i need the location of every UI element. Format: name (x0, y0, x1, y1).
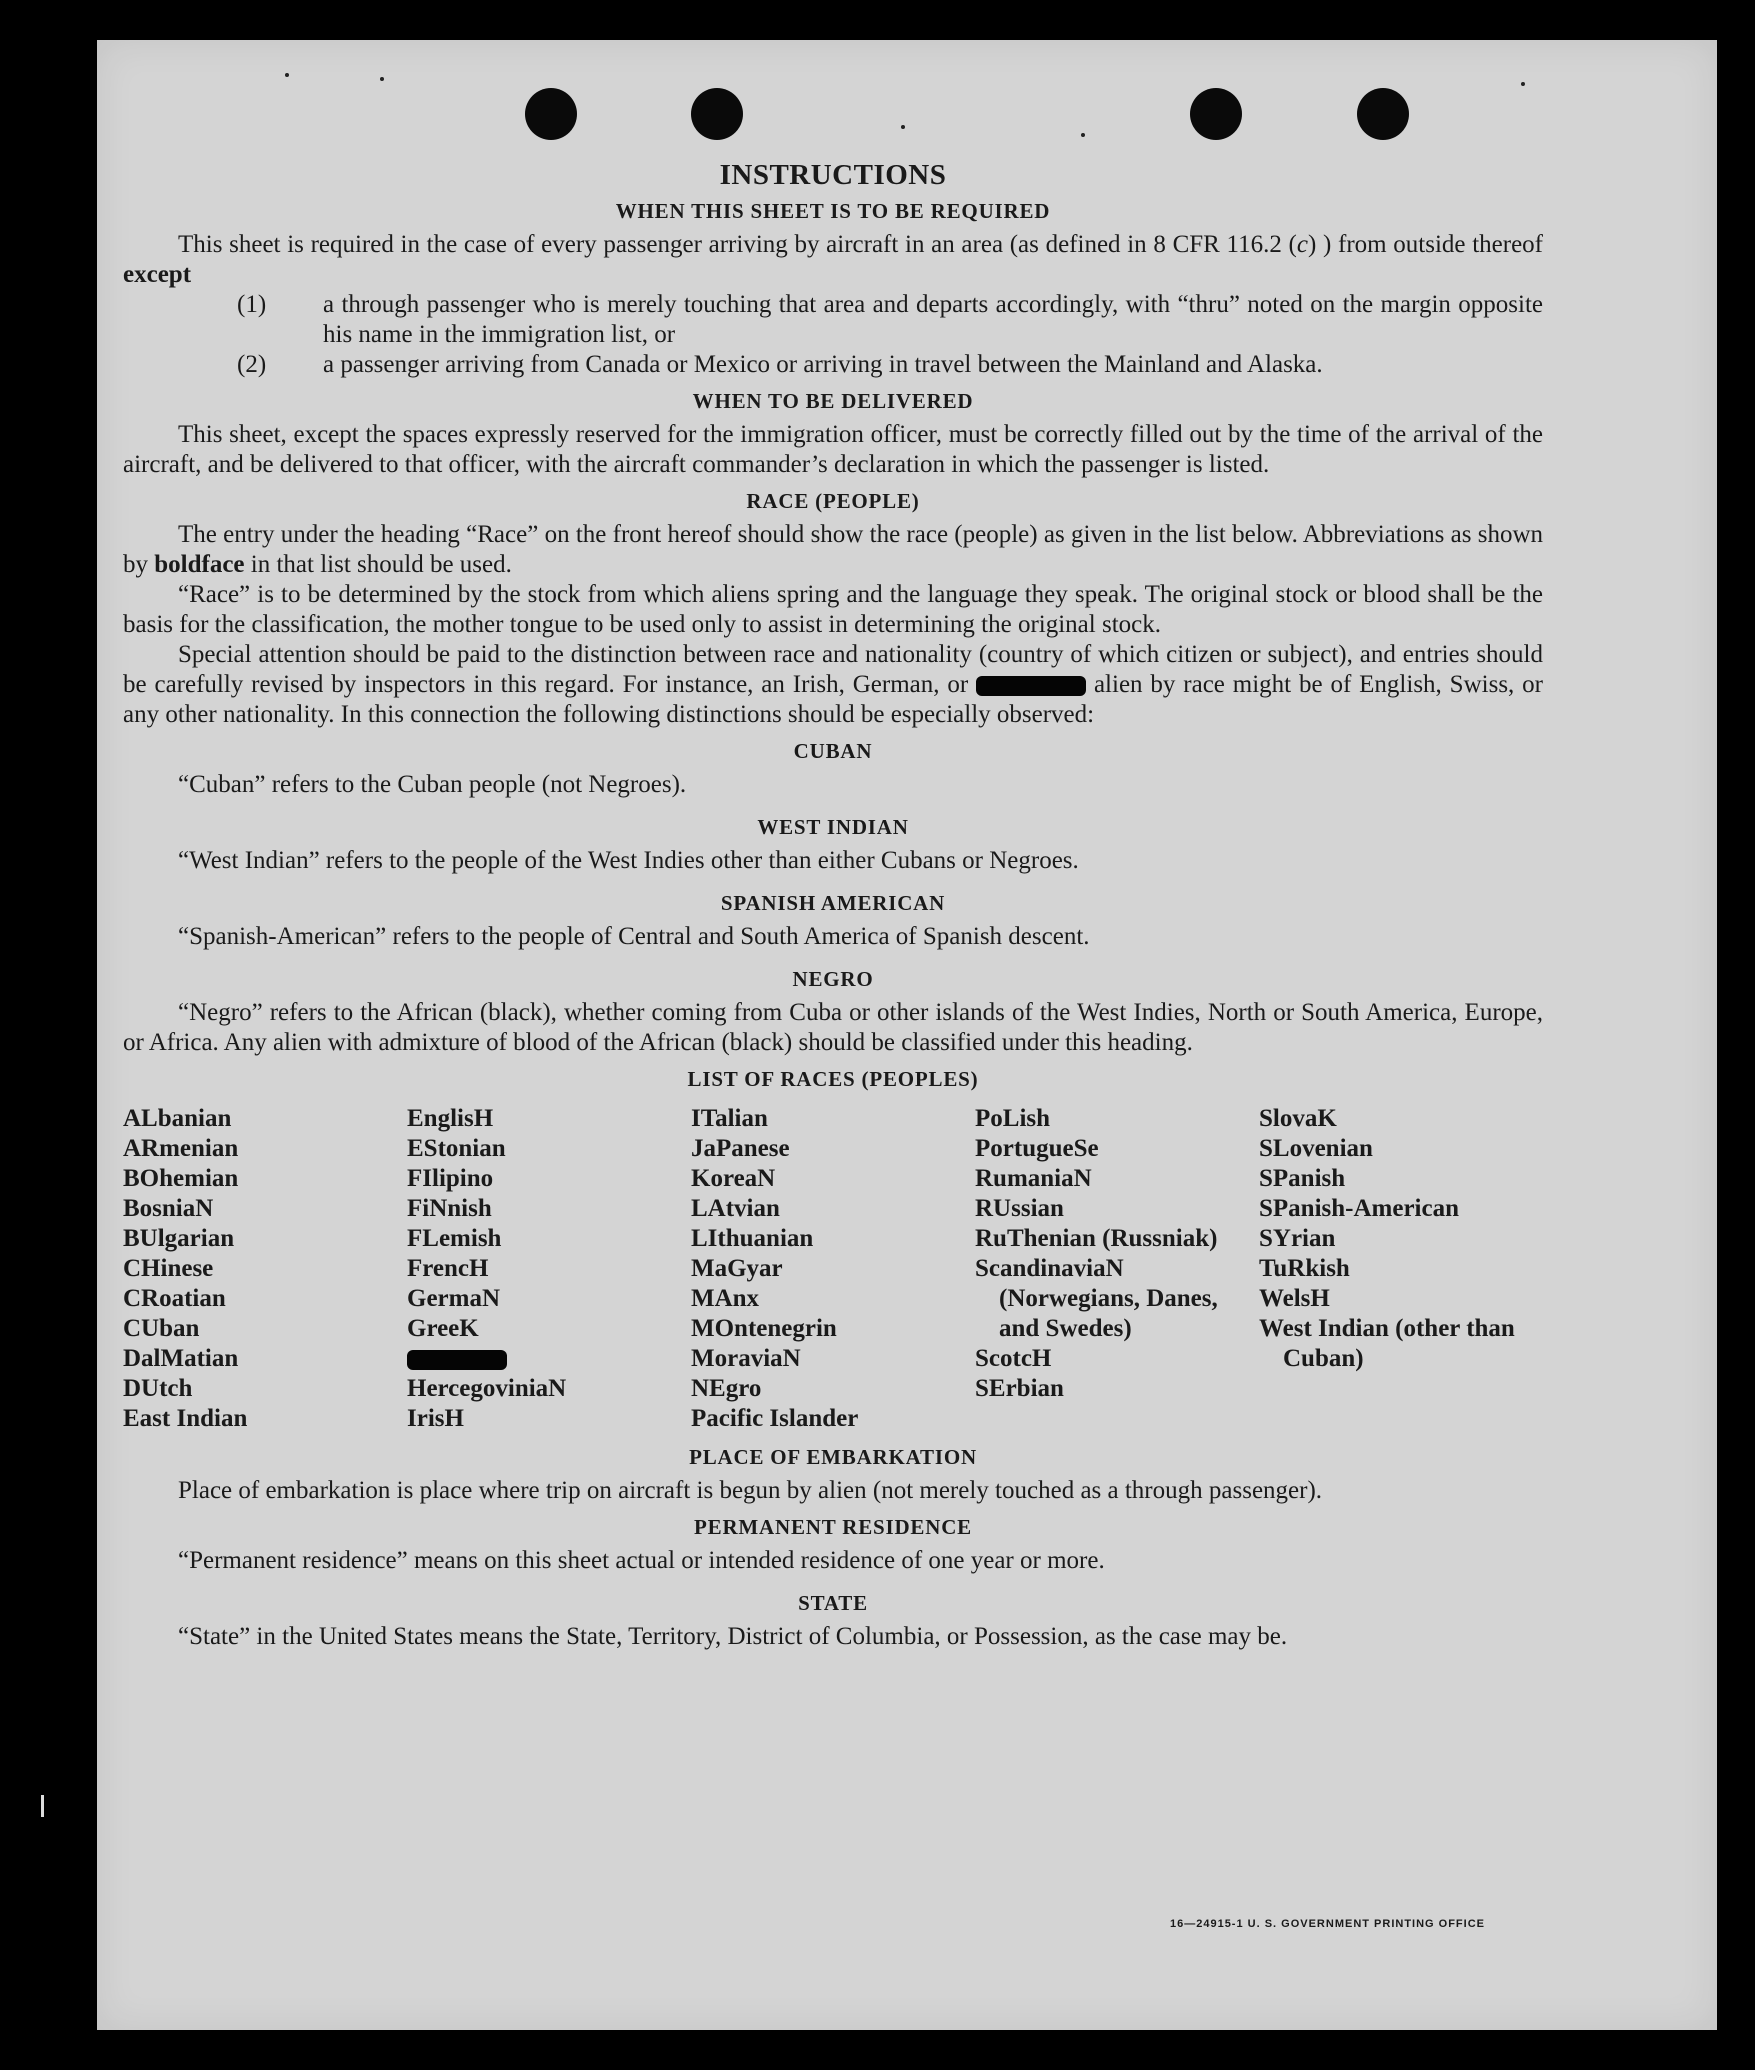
paragraph: “Cuban” refers to the Cuban people (not Negroes). (178, 771, 687, 798)
race-entry: FLemish (407, 1225, 502, 1252)
races-column (407, 1104, 691, 1434)
race-entry: CRoatian (123, 1285, 226, 1312)
race-entry: EnglisH (407, 1105, 494, 1132)
race-entry: ScotcH (975, 1345, 1052, 1372)
race-entry: EStonian (407, 1135, 506, 1162)
list-item (123, 350, 1543, 380)
race-entry: SlovaK (1259, 1105, 1337, 1132)
race-entry: SErbian (975, 1375, 1064, 1402)
race-entry: LIthuanian (691, 1225, 814, 1252)
race-entry: BosniaN (123, 1195, 214, 1222)
race-entry: ITalian (691, 1105, 768, 1132)
page-title: INSTRUCTIONS (719, 159, 947, 191)
race-entry: MoraviaN (691, 1345, 801, 1372)
speck (1521, 82, 1525, 86)
printer-footer: 16—24915-1 U. S. GOVERNMENT PRINTING OFFICE (1169, 1918, 1485, 1930)
race-entry (407, 1344, 691, 1374)
section-heading: WHEN THIS SHEET IS TO BE REQUIRED (615, 199, 1051, 223)
race-entry: MAnx (691, 1285, 760, 1312)
race-entry: GreeK (407, 1315, 479, 1342)
section-heading: WHEN TO BE DELIVERED (692, 389, 974, 413)
text: in that list should be used. (244, 551, 512, 578)
speck (285, 73, 289, 77)
redaction-mark (976, 676, 1086, 696)
section-heading: PERMANENT RESIDENCE (694, 1515, 972, 1539)
speck (901, 125, 905, 129)
paragraph: “State” in the United States means the State, Territory, District of Columbia, or Possession, as the case may be. (178, 1623, 1288, 1650)
section-heading: CUBAN (793, 739, 873, 763)
text: alien by race might be of English, Swiss, or any other nationality. In this connection the following distinctions should be especially observed: (123, 671, 1543, 728)
race-entry: DUtch (123, 1375, 193, 1402)
text: Special attention should be paid to the distinction between race and nationality (country of which citizen or subject), and entries should be carefully revised by inspectors in this regard. For instance, an Irish, German, or (123, 641, 1543, 698)
race-entry: ALbanian (123, 1105, 232, 1132)
item-text: a through passenger who is merely touching that area and departs accordingly, with “thru” noted on the margin opposite his name in the immigration list, or (323, 291, 1543, 348)
paragraph: “Permanent residence” means on this sheet actual or intended residence of one year or more. (178, 1547, 1105, 1574)
text: except (123, 261, 192, 288)
edge-mark (41, 1795, 44, 1817)
race-entry: WelsH (1259, 1285, 1330, 1312)
paragraph: “Negro” refers to the African (black), whether coming from Cuba or other islands of the West Indies, North or South America, Europe, or Africa. Any alien with admixture of blood of the African (black) should be classified under this heading. (123, 999, 1543, 1056)
punch-hole (1190, 88, 1242, 140)
paragraph: “Spanish-American” refers to the people of Central and South America of Spanish descent. (178, 923, 1090, 950)
race-entry: BUlgarian (123, 1225, 235, 1252)
section-heading: SPANISH AMERICAN (720, 891, 946, 915)
race-entry: West Indian (other than Cuban) (1259, 1315, 1515, 1372)
punch-hole (525, 88, 577, 140)
item-number: (1) (237, 291, 267, 318)
text: ) ) from outside thereof (1307, 231, 1543, 258)
race-entry: MOntenegrin (691, 1315, 837, 1342)
speck (380, 77, 384, 81)
paragraph: This sheet, except the spaces expressly reserved for the immigration officer, must be correctly filled out by the time of the arrival of the aircraft, and be delivered to that officer, with the aircraft commander’s declaration in which the passenger is listed. (123, 421, 1543, 478)
section-heading: STATE (798, 1591, 868, 1615)
race-entry: CUban (123, 1315, 200, 1342)
text: The entry under the heading “Race” on the front hereof should show the race (people) as given in the list below. Abbreviations as shown by (123, 521, 1543, 578)
race-entry: BOhemian (123, 1165, 239, 1192)
race-entry: KoreaN (691, 1165, 776, 1192)
race-entry: CHinese (123, 1255, 214, 1282)
race-entry: GermaN (407, 1285, 501, 1312)
race-entry: SPanish-American (1259, 1195, 1459, 1222)
paragraph: “West Indian” refers to the people of the West Indies other than either Cubans or Negroes. (178, 847, 1079, 874)
races-column (975, 1104, 1259, 1434)
race-entry: IrisH (407, 1405, 464, 1432)
text: This sheet is required in the case of every passenger arriving by aircraft in an area (as defined in 8 CFR 116.2 ( (178, 231, 1297, 258)
race-entry: East Indian (123, 1405, 248, 1432)
races-column (1259, 1104, 1543, 1434)
text: c (1296, 231, 1308, 258)
races-column (691, 1104, 975, 1434)
race-entry: JaPanese (691, 1135, 790, 1162)
paragraph: Place of embarkation is place where trip on aircraft is begun by alien (not merely touched as a through passenger). (178, 1477, 1323, 1504)
document-sheet (97, 40, 1717, 2030)
paragraph (123, 520, 1543, 580)
races-column (123, 1104, 407, 1434)
section-heading: PLACE OF EMBARKATION (689, 1445, 977, 1469)
paragraph: “Race” is to be determined by the stock from which aliens spring and the language they speak. The original stock or blood shall be the basis for the classification, the mother tongue to be used only to assist in determining the original stock. (123, 581, 1543, 638)
race-entry: SPanish (1259, 1165, 1346, 1192)
redaction-mark (407, 1350, 507, 1370)
list-item (123, 290, 1543, 350)
race-entry: TuRkish (1259, 1255, 1350, 1282)
race-entry: RumaniaN (975, 1165, 1092, 1192)
races-list (123, 1104, 1543, 1434)
race-entry: PortugueSe (975, 1135, 1099, 1162)
race-entry: SYrian (1259, 1225, 1336, 1252)
text: boldface (154, 551, 245, 578)
race-entry: DalMatian (123, 1345, 239, 1372)
punch-hole (1357, 88, 1409, 140)
race-entry: FIlipino (407, 1165, 494, 1192)
race-entry: ScandinaviaN (Norwegians, Danes, and Swedes) (975, 1255, 1218, 1342)
section-heading: WEST INDIAN (757, 815, 909, 839)
section-heading: RACE (PEOPLE) (746, 489, 920, 513)
punch-hole (691, 88, 743, 140)
race-entry: RUssian (975, 1195, 1064, 1222)
race-entry: HercegoviniaN (407, 1375, 567, 1402)
instructions-content (123, 160, 1543, 1652)
paragraph (123, 230, 1543, 290)
race-entry: Pacific Islander (691, 1405, 859, 1432)
race-entry: ARmenian (123, 1135, 239, 1162)
race-entry: MaGyar (691, 1255, 783, 1282)
race-entry: FiNnish (407, 1195, 492, 1222)
speck (1081, 133, 1085, 137)
race-entry: RuThenian (Russniak) (975, 1225, 1218, 1252)
race-entry: SLovenian (1259, 1135, 1373, 1162)
item-number: (2) (237, 351, 267, 378)
section-heading: LIST OF RACES (PEOPLES) (687, 1067, 979, 1091)
race-entry: LAtvian (691, 1195, 780, 1222)
race-entry: FrencH (407, 1255, 489, 1282)
paragraph (123, 640, 1543, 730)
race-entry: NEgro (691, 1375, 762, 1402)
race-entry: PoLish (975, 1105, 1051, 1132)
item-text: a passenger arriving from Canada or Mexico or arriving in travel between the Mainland and Alaska. (323, 351, 1323, 378)
section-heading: NEGRO (792, 967, 874, 991)
